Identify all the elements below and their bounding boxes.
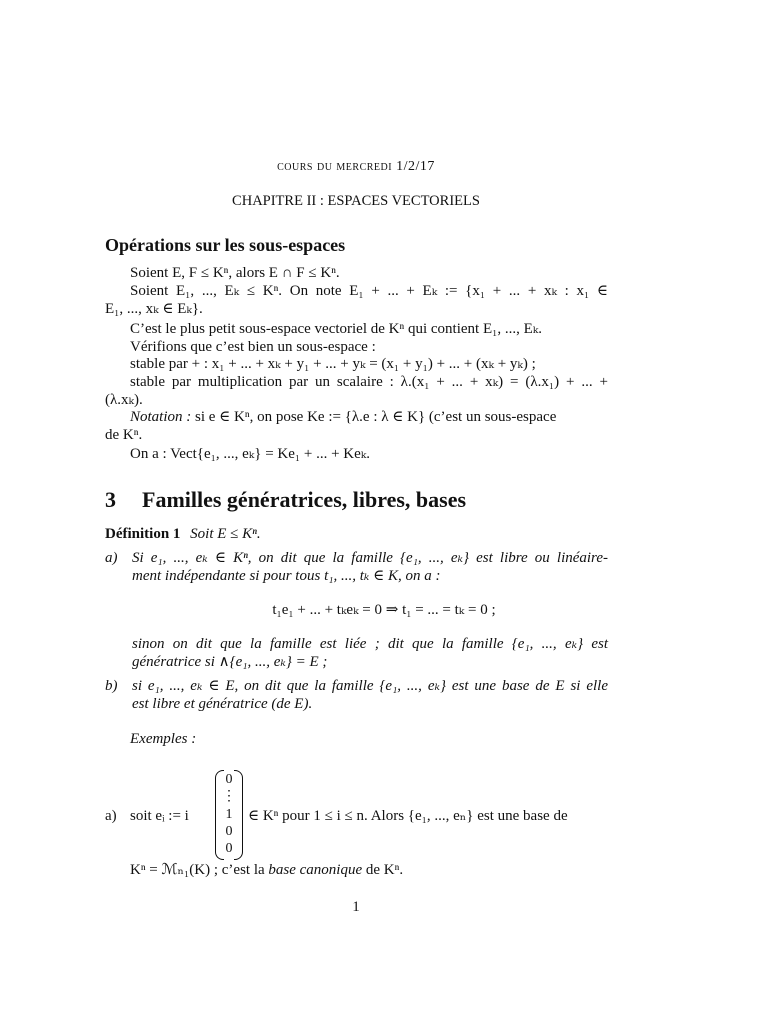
notation-label: Notation :: [130, 409, 192, 425]
definition-line: sinon on dit que la famille est liée ; dit que la famille {e₁, ..., eₖ} est: [132, 636, 608, 652]
definition-line: génératrice si ∧{e₁, ..., eₖ} = E ;: [132, 654, 328, 670]
vector-entry: 1: [225, 807, 233, 822]
paragraph-line: On a : Vect{e₁, ..., eₖ} = Ke₁ + ... + Keₖ.: [130, 446, 371, 462]
example-text: de Kⁿ.: [362, 862, 404, 878]
paragraph-line: Soient E₁, ..., Eₖ ≤ Kⁿ. On note E₁ + ... + Eₖ := {x₁ + ... + xₖ : x₁ ∈: [130, 283, 608, 299]
definition-label: Définition 1: [105, 526, 181, 542]
notation-text: si e ∈ Kⁿ, on pose Ke := {λ.e : λ ∈ K} (c’est un sous-espace: [191, 409, 557, 425]
notation-line: [130, 408, 556, 426]
item-marker: b): [105, 678, 118, 694]
example-text-before: soit eᵢ := i: [130, 808, 189, 824]
paragraph-line: stable par multiplication par un scalaire : λ.(x₁ + ... + xₖ) = (λ.x₁) + ... +: [130, 374, 608, 390]
section-title-operations: Opérations sur les sous-espaces: [105, 235, 346, 255]
definition-line: ment indépendante si pour tous t₁, ..., tₖ ∈ K, on a :: [132, 568, 441, 584]
paragraph-line: E₁, ..., xₖ ∈ Eₖ}.: [105, 301, 203, 317]
page-number: 1: [352, 899, 360, 915]
vector-entry: ⋮: [222, 789, 236, 804]
definition-line: si e₁, ..., eₖ ∈ E, on dit que la famille {e₁, ..., eₖ} est une base de E si elle: [132, 678, 608, 694]
definition-statement: Soit E ≤ Kⁿ.: [190, 526, 261, 542]
section-title: Familles génératrices, libres, bases: [142, 487, 467, 512]
section-number: 3: [105, 487, 116, 512]
vector-entry: 0: [225, 772, 233, 787]
vector-entry: 0: [225, 841, 233, 856]
definition-line: est libre et génératrice (de E).: [132, 696, 313, 712]
example-line: [130, 861, 403, 879]
paragraph-line: stable par + : x₁ + ... + xₖ + y₁ + ... + yₖ = (x₁ + y₁) + ... + (xₖ + yₖ) ;: [130, 356, 536, 372]
definition-line: Si e₁, ..., eₖ ∈ Kⁿ, on dit que la famille {e₁, ..., eₖ} est libre ou linéaire-: [132, 550, 608, 566]
examples-title: Exemples :: [130, 731, 197, 747]
course-date-line: cours du mercredi 1/2/17: [277, 159, 435, 174]
paragraph-line: Soient E, F ≤ Kⁿ, alors E ∩ F ≤ Kⁿ.: [130, 265, 340, 281]
item-marker: a): [105, 550, 118, 566]
chapter-title: CHAPITRE II : ESPACES VECTORIELS: [232, 193, 480, 209]
paragraph-line: (λ.xₖ).: [105, 392, 143, 408]
paragraph-line: Vérifions que c’est bien un sous-espace :: [130, 339, 376, 355]
example-text: Kⁿ = ℳₙ₁(K) ; c’est la: [130, 862, 269, 878]
item-marker: a): [105, 808, 117, 824]
vector-entry: 0: [225, 824, 233, 839]
example-text-after: ∈ Kⁿ pour 1 ≤ i ≤ n. Alors {e₁, ..., eₙ} est une base de: [248, 808, 568, 824]
display-formula: t₁e₁ + ... + tₖeₖ = 0 ⇒ t₁ = ... = tₖ = 0 ;: [272, 602, 496, 618]
paragraph-line: de Kⁿ.: [105, 427, 143, 443]
emphasis-text: base canonique: [268, 862, 363, 878]
definition-heading: [105, 525, 261, 543]
paragraph-line: C’est le plus petit sous-espace vectoriel de Kⁿ qui contient E₁, ..., Eₖ.: [130, 321, 542, 337]
column-vector: [215, 770, 243, 860]
